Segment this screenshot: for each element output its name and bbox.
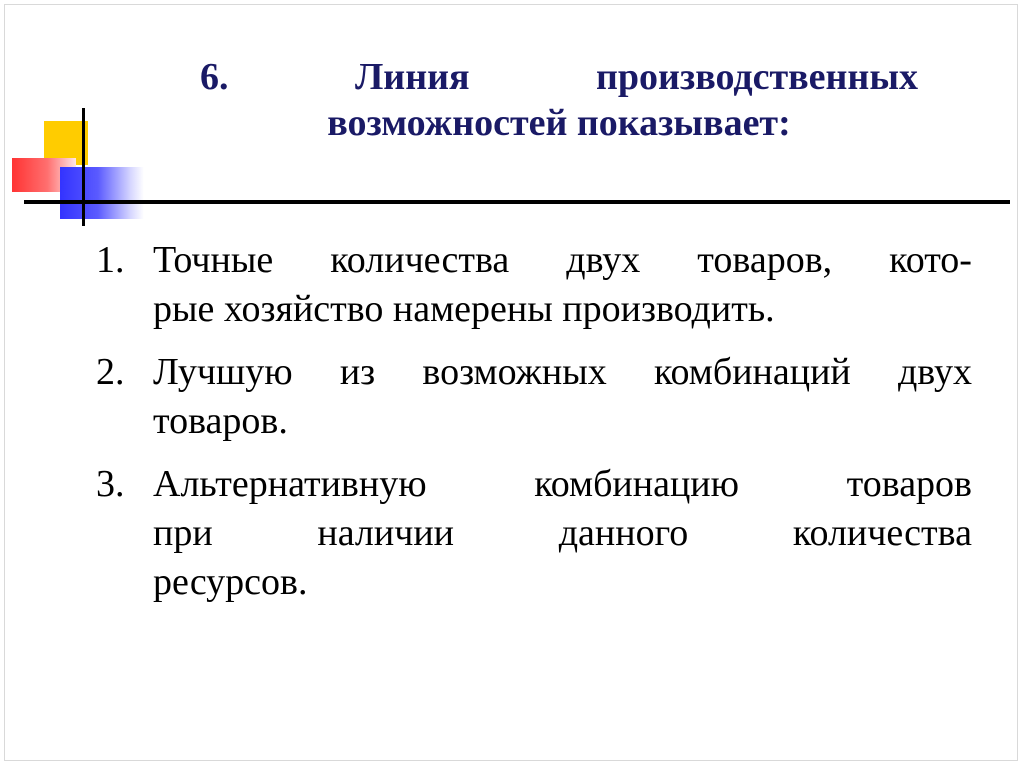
word: двух bbox=[897, 351, 972, 393]
list-item-line: товаров. bbox=[153, 400, 288, 442]
title-word-1: Линия bbox=[354, 56, 470, 98]
list-item-line bbox=[153, 509, 972, 558]
word: комбинаций bbox=[654, 351, 851, 393]
list-item-text bbox=[153, 460, 972, 607]
list-item bbox=[96, 236, 972, 334]
list-item bbox=[96, 348, 972, 446]
decorative-logo bbox=[0, 0, 160, 240]
list-item-number: 3. bbox=[96, 463, 125, 505]
word: Альтернативную bbox=[153, 463, 427, 505]
title-divider bbox=[24, 200, 1010, 204]
list-item-text bbox=[153, 236, 972, 334]
title-word-2: производственных bbox=[596, 56, 918, 98]
list-item-line: ресурсов. bbox=[153, 561, 308, 603]
word: из bbox=[339, 351, 376, 393]
title-number: 6. bbox=[200, 56, 229, 98]
word: данного bbox=[558, 512, 689, 554]
word: при bbox=[153, 512, 213, 554]
slide-title bbox=[200, 54, 918, 146]
word: количества bbox=[792, 512, 972, 554]
list-item-line: рые хозяйство намерены производить. bbox=[153, 288, 775, 330]
word: комбинацию bbox=[534, 463, 740, 505]
list-item-number: 1. bbox=[96, 239, 125, 281]
word: товаров bbox=[846, 463, 972, 505]
list-item-line bbox=[153, 348, 972, 397]
list-item bbox=[96, 460, 972, 607]
word: двух bbox=[566, 239, 641, 281]
list-item-text bbox=[153, 348, 972, 446]
word: Лучшую bbox=[153, 351, 293, 393]
word: товаров, bbox=[697, 239, 833, 281]
numbered-list bbox=[96, 236, 972, 621]
list-item-number: 2. bbox=[96, 351, 125, 393]
logo-vertical-line bbox=[82, 108, 85, 226]
title-line-1 bbox=[200, 54, 918, 100]
word: наличии bbox=[317, 512, 454, 554]
word: кото- bbox=[889, 239, 972, 281]
logo-blue-square bbox=[60, 167, 144, 219]
list-item-line bbox=[153, 460, 972, 509]
word: Точные bbox=[153, 239, 274, 281]
word: количества bbox=[330, 239, 510, 281]
word: возможных bbox=[422, 351, 607, 393]
title-line-2: возможностей показывает: bbox=[327, 102, 791, 144]
list-item-line bbox=[153, 236, 972, 285]
